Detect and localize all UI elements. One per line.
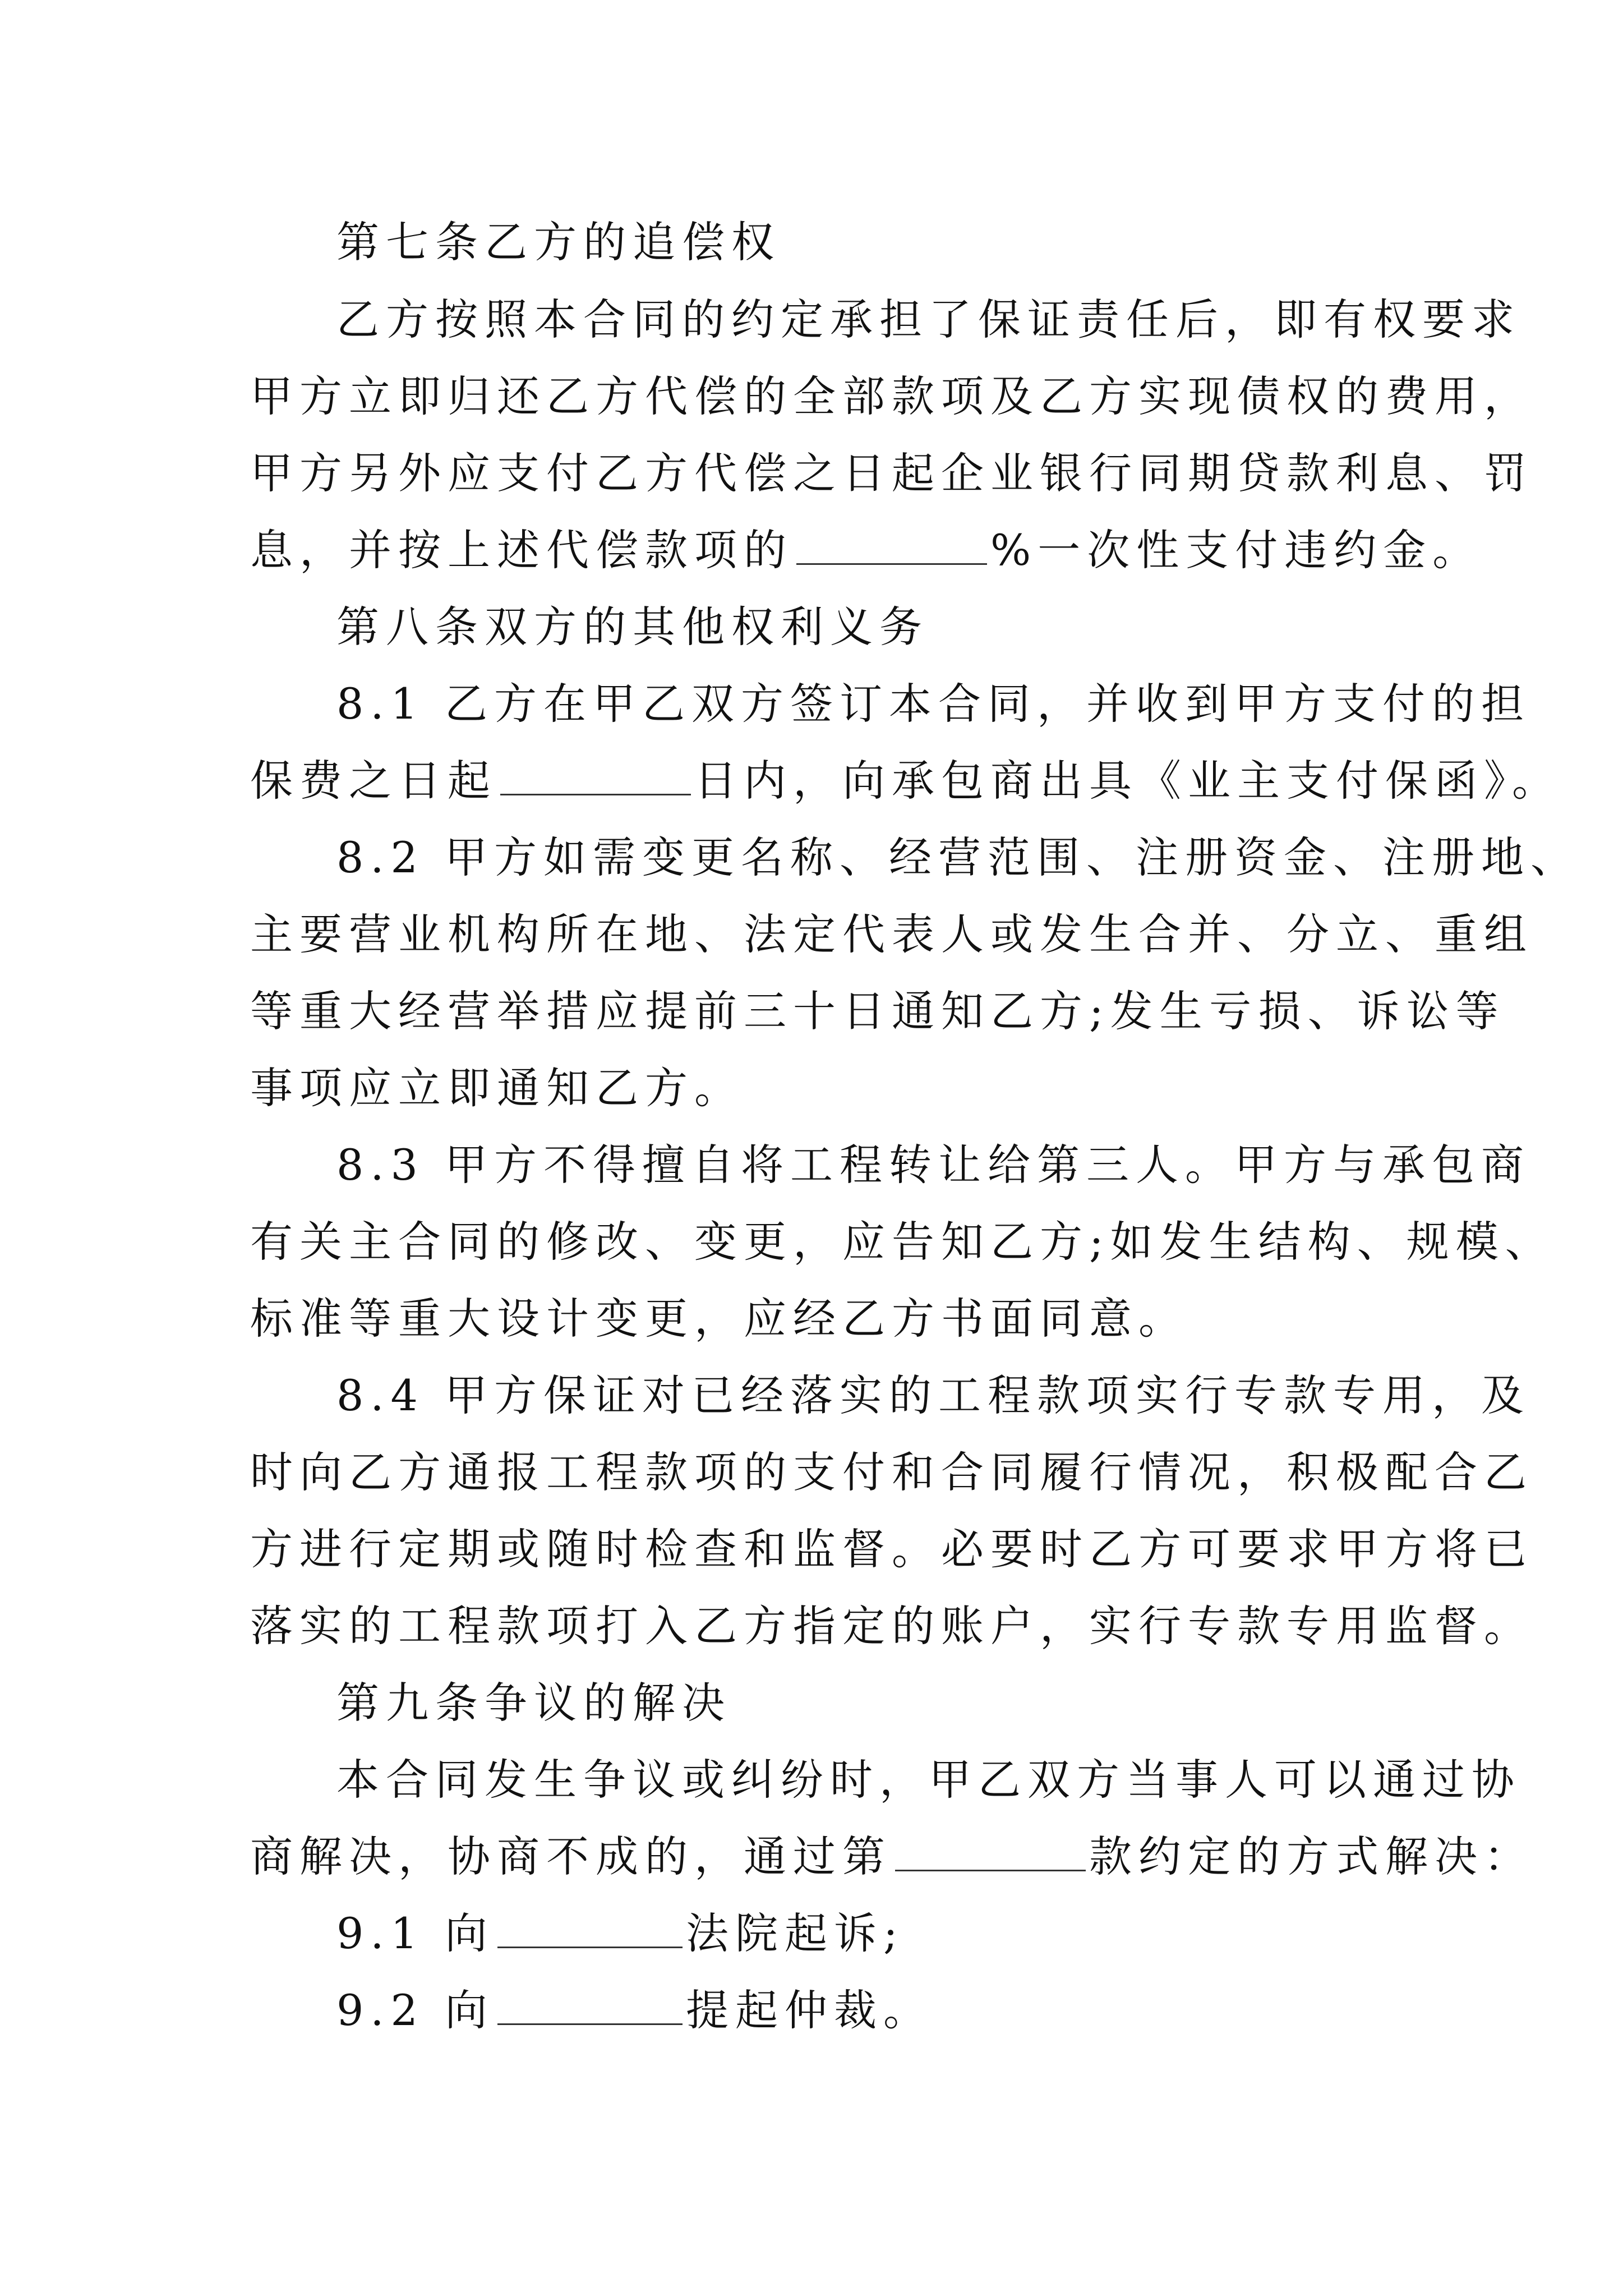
clause-8-3-line-2: 有关主合同的修改、变更，应告知乙方;如发生结构、规模、 — [250, 1217, 1555, 1267]
clause-8-4-line-2: 时向乙方通报工程款项的支付和合同履行情况，积极配合乙 — [250, 1447, 1533, 1497]
clause-8-1-line-2-start: 保费之日起 — [250, 756, 497, 806]
clause-8-1-line-2 — [250, 753, 1561, 809]
section-7-line-2: 甲方立即归还乙方代偿的全部款项及乙方实现债权的费用， — [250, 371, 1533, 421]
clause-9-1-end: 法院起诉; — [686, 1908, 905, 1958]
section-8-heading: 第八条双方的其他权利义务 — [336, 602, 929, 652]
clause-8-4-line-1: 8.4 甲方保证对已经落实的工程款项实行专款专用，及 — [336, 1370, 1531, 1420]
penalty-percent-blank[interactable] — [796, 523, 987, 565]
section-7-line-1: 乙方按照本合同的约定承担了保证责任后，即有权要求 — [336, 295, 1521, 344]
days-blank[interactable] — [500, 753, 691, 795]
clause-8-2-line-4: 事项应立即通知乙方。 — [250, 1063, 744, 1113]
section-7-heading: 第七条乙方的追偿权 — [336, 217, 781, 267]
clause-8-3-line-3: 标准等重大设计变更，应经乙方书面同意。 — [250, 1294, 1188, 1343]
clause-8-3-line-1: 8.3 甲方不得擅自将工程转让给第三人。甲方与承包商 — [336, 1140, 1531, 1190]
section-9-line-2-start: 商解决，协商不成的，通过第 — [250, 1832, 892, 1881]
section-7-line-3: 甲方另外应支付乙方代偿之日起企业银行同期贷款利息、罚 — [250, 448, 1533, 498]
clause-8-4-line-3: 方进行定期或随时检查和监督。必要时乙方可要求甲方将已 — [250, 1524, 1533, 1574]
clause-8-2-line-2: 主要营业机构所在地、法定代表人或发生合并、分立、重组 — [250, 909, 1533, 959]
clause-8-1-line-2-end: 日内，向承包商出具《业主支付保函》。 — [694, 756, 1561, 806]
arbitration-blank[interactable] — [497, 1983, 683, 2025]
clause-8-2-line-3: 等重大经营举措应提前三十日通知乙方;发生亏损、诉讼等 — [250, 986, 1505, 1036]
clause-8-2-line-1: 8.2 甲方如需变更名称、经营范围、注册资金、注册地、 — [336, 832, 1580, 882]
clause-8-4-line-4: 落实的工程款项打入乙方指定的账户，实行专款专用监督。 — [250, 1601, 1533, 1651]
court-blank[interactable] — [497, 1906, 683, 1948]
section-7-line-4-start: 息，并按上述代偿款项的 — [250, 525, 793, 575]
section-9-line-2-end: 款约定的方式解决： — [1089, 1832, 1533, 1881]
clause-9-2 — [336, 1982, 1514, 2039]
clause-9-1 — [336, 1906, 1514, 1962]
section-7-line-4 — [250, 522, 1482, 578]
clause-9-2-end: 提起仲裁。 — [686, 1985, 933, 2035]
clause-9-1-start: 9.1 向 — [336, 1908, 495, 1958]
section-9-line-2 — [250, 1829, 1533, 1885]
section-7-line-4-end: %一次性支付违约金。 — [990, 525, 1482, 575]
section-9-heading: 第九条争议的解决 — [336, 1678, 731, 1728]
section-9-line-1: 本合同发生争议或纠纷时，甲乙双方当事人可以通过协 — [336, 1755, 1521, 1805]
clause-8-1-line-1: 8.1 乙方在甲乙双方签订本合同，并收到甲方支付的担 — [336, 679, 1531, 729]
clause-number-blank[interactable] — [895, 1829, 1086, 1871]
clause-9-2-start: 9.2 向 — [336, 1985, 495, 2035]
